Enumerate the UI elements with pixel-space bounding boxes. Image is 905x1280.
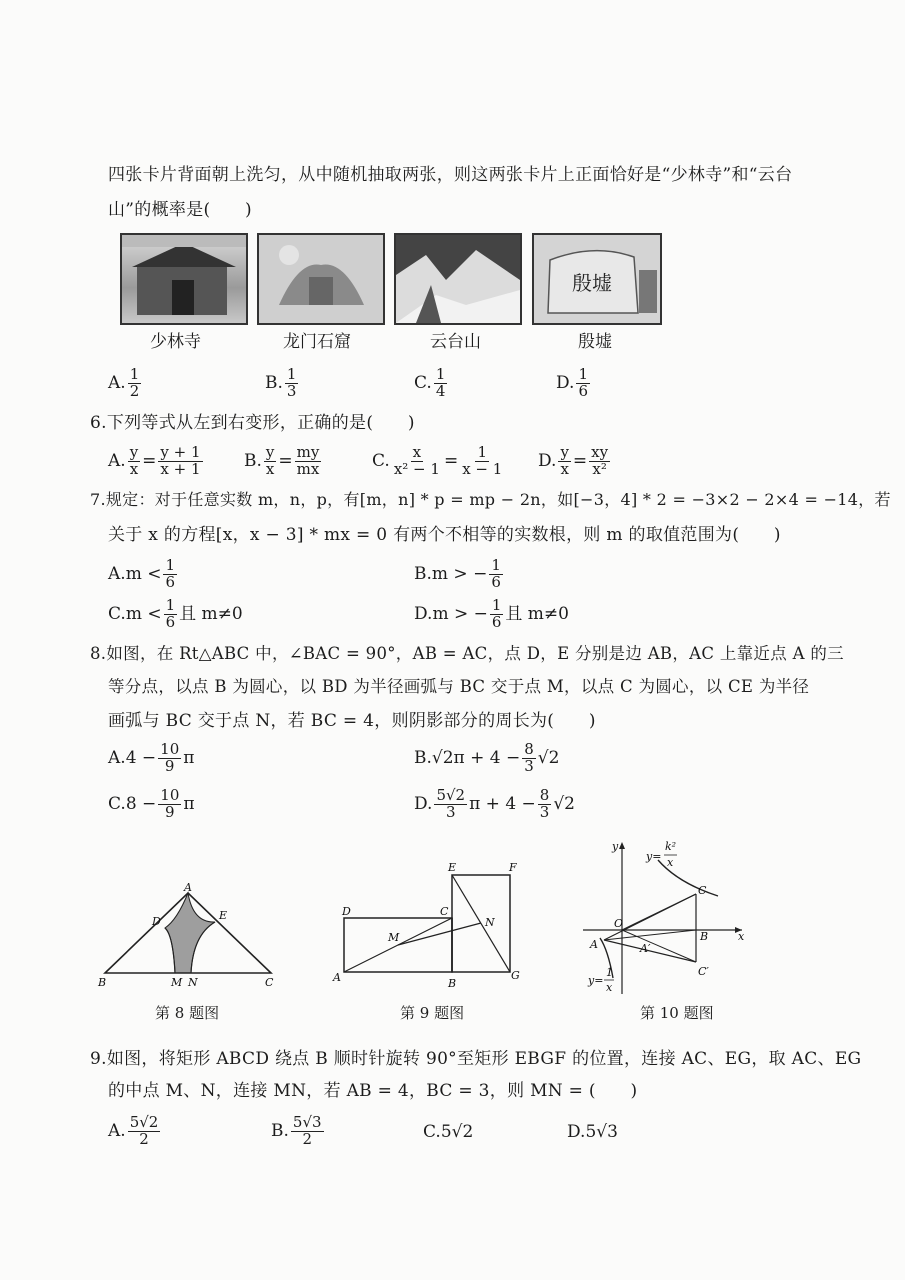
card-image-yuntai: [394, 233, 522, 325]
fig10-label-y-eq2: y=: [588, 974, 604, 987]
fig10-label-a-prime: A′: [640, 942, 651, 955]
fig8-label-e: E: [219, 909, 228, 922]
q7-stem-line1: 7.规定：对于任意实数 m，n，p，有[m，n] * p = mp − 2n，如[−3，4] * 2 = −3×2 − 2×4 = −14，若: [90, 490, 891, 509]
fig9-label-g: G: [511, 969, 520, 982]
q9-option-b: B. $\frac{5√3}{2}$: [271, 1113, 322, 1148]
q9-option-d: D.5√3: [567, 1122, 618, 1142]
fig10-label-o: O: [614, 917, 624, 930]
figure-9: [330, 855, 530, 995]
card-image-yinxu: [532, 233, 662, 325]
q7-stem-line2: 关于 x 的方程[x，x − 3] * mx = 0 有两个不相等的实数根，则 m 的取值范围为( ): [108, 525, 781, 545]
figure-10-caption: 第 10 题图: [640, 1004, 714, 1022]
card-label-yinxu: 殷墟: [578, 332, 612, 352]
q9-stem-line1: 9.如图，将矩形 ABCD 绕点 B 顺时针旋转 90°至矩形 EBGF 的位置，连接 AC、EG，取 AC、EG: [90, 1049, 862, 1069]
yinxu-stone-icon: [534, 235, 660, 323]
fig9-label-n: N: [485, 916, 495, 929]
q7-option-c: C.m < $\frac{1}{6}$ 且 m≠0: [108, 596, 243, 631]
q9-option-a: A. $\frac{5√2}{2}$: [108, 1113, 159, 1148]
q6-option-a: A. $\frac{y}{x}$ = $\frac{y + 1}{x + 1}$: [108, 443, 201, 478]
fig10-label-k2-den: x: [667, 856, 674, 869]
q6-option-b: B. $\frac{y}{x}$ = $\frac{my}{mx}$: [244, 443, 320, 478]
fig8-label-d: D: [152, 915, 161, 928]
fig10-label-y-axis: y: [612, 840, 619, 853]
q8-stem-line3: 画弧与 BC 交于点 N，若 BC = 4，则阴影部分的周长为( ): [108, 711, 596, 731]
yuntai-photo-icon: [396, 235, 520, 323]
fig10-label-c: C: [698, 884, 707, 897]
fig10-label-one-den: x: [606, 981, 613, 994]
q8-option-d: D. $\frac{5√2}{3}$ π + 4 − $\frac{8}{3}$ √2: [414, 786, 575, 821]
fig9-label-d: D: [342, 905, 351, 918]
q6-stem: 6.下列等式从左到右变形，正确的是( ): [90, 413, 415, 433]
q5-option-d: D. $\frac{1}{6}$: [556, 365, 588, 400]
fig10-label-a: A: [590, 938, 598, 951]
q5-stem-line2: 山”的概率是( ): [108, 200, 252, 220]
fig8-label-b: B: [98, 976, 107, 989]
q7-option-a: A.m < $\frac{1}{6}$: [108, 556, 176, 591]
figure-10: [578, 838, 758, 998]
q5-stem-line1: 四张卡片背面朝上洗匀，从中随机抽取两张，则这两张卡片上正面恰好是“少林寺”和“云台: [108, 165, 793, 185]
fig9-label-m: M: [388, 931, 400, 944]
fig10-label-x-axis: x: [738, 930, 745, 943]
card-label-shaolin: 少林寺: [150, 332, 201, 352]
fig9-label-b: B: [448, 977, 457, 990]
fig9-label-c: C: [440, 905, 449, 918]
q8-stem-line2: 等分点，以点 B 为圆心，以 BD 为半径画弧与 BC 交于点 M，以点 C 为圆心，以 CE 为半径: [108, 677, 810, 696]
fig10-label-k2: k²: [665, 840, 677, 853]
q7-option-d: D.m > − $\frac{1}{6}$ 且 m≠0: [414, 596, 569, 631]
q5-option-a: A. $\frac{1}{2}$: [108, 365, 140, 400]
card-image-longmen: [257, 233, 385, 325]
q8-stem-line1: 8.如图，在 Rt△ABC 中，∠BAC = 90°，AB = AC，点 D，E 分别是边 AB，AC 上靠近点 A 的三: [90, 644, 844, 663]
card-label-longmen: 龙门石窟: [283, 332, 351, 352]
fig9-label-f: F: [509, 861, 517, 874]
fig9-label-e: E: [448, 861, 457, 874]
figure-8: [95, 875, 285, 990]
fig8-label-a: A: [184, 881, 192, 894]
q5-option-c: C. $\frac{1}{4}$: [414, 365, 446, 400]
fig9-label-a: A: [333, 971, 341, 984]
longmen-photo-icon: [259, 235, 383, 323]
fig10-label-c-prime: C′: [698, 965, 709, 978]
q5-option-b: B. $\frac{1}{3}$: [265, 365, 297, 400]
figure-9-caption: 第 9 题图: [400, 1004, 465, 1022]
q8-option-c: C.8 − $\frac{10}{9}$ π: [108, 786, 195, 821]
q6-option-c: C. $\frac{x}{\text{x² − 1}}$ = $\frac{1}{x - 1}$: [372, 443, 503, 478]
figure-8-caption: 第 8 题图: [155, 1004, 220, 1022]
fig8-label-c: C: [265, 976, 274, 989]
fig10-label-one: 1: [606, 966, 613, 979]
card-label-yuntai: 云台山: [430, 332, 481, 352]
fig10-label-y-eq: y=: [646, 850, 662, 863]
fig8-label-n: N: [188, 976, 198, 989]
q9-stem-line2: 的中点 M、N，连接 MN，若 AB = 4，BC = 3，则 MN = ( ): [108, 1081, 638, 1101]
q7-option-b: B.m > − $\frac{1}{6}$: [414, 556, 501, 591]
shaolin-photo-icon: [122, 235, 246, 323]
q9-option-c: C.5√2: [423, 1122, 474, 1142]
q8-option-a: A.4 − $\frac{10}{9}$ π: [108, 740, 195, 775]
q8-option-b: B.√2π + 4 − $\frac{8}{3}$ √2: [414, 740, 560, 775]
fig10-label-b: B: [700, 930, 709, 943]
yinxu-inscription: 殷墟: [572, 271, 612, 295]
card-image-shaolin: [120, 233, 248, 325]
fig8-label-m: M: [171, 976, 183, 989]
q6-option-d: D. $\frac{y}{x}$ = $\frac{xy}{\text{x²}}$: [538, 443, 609, 478]
